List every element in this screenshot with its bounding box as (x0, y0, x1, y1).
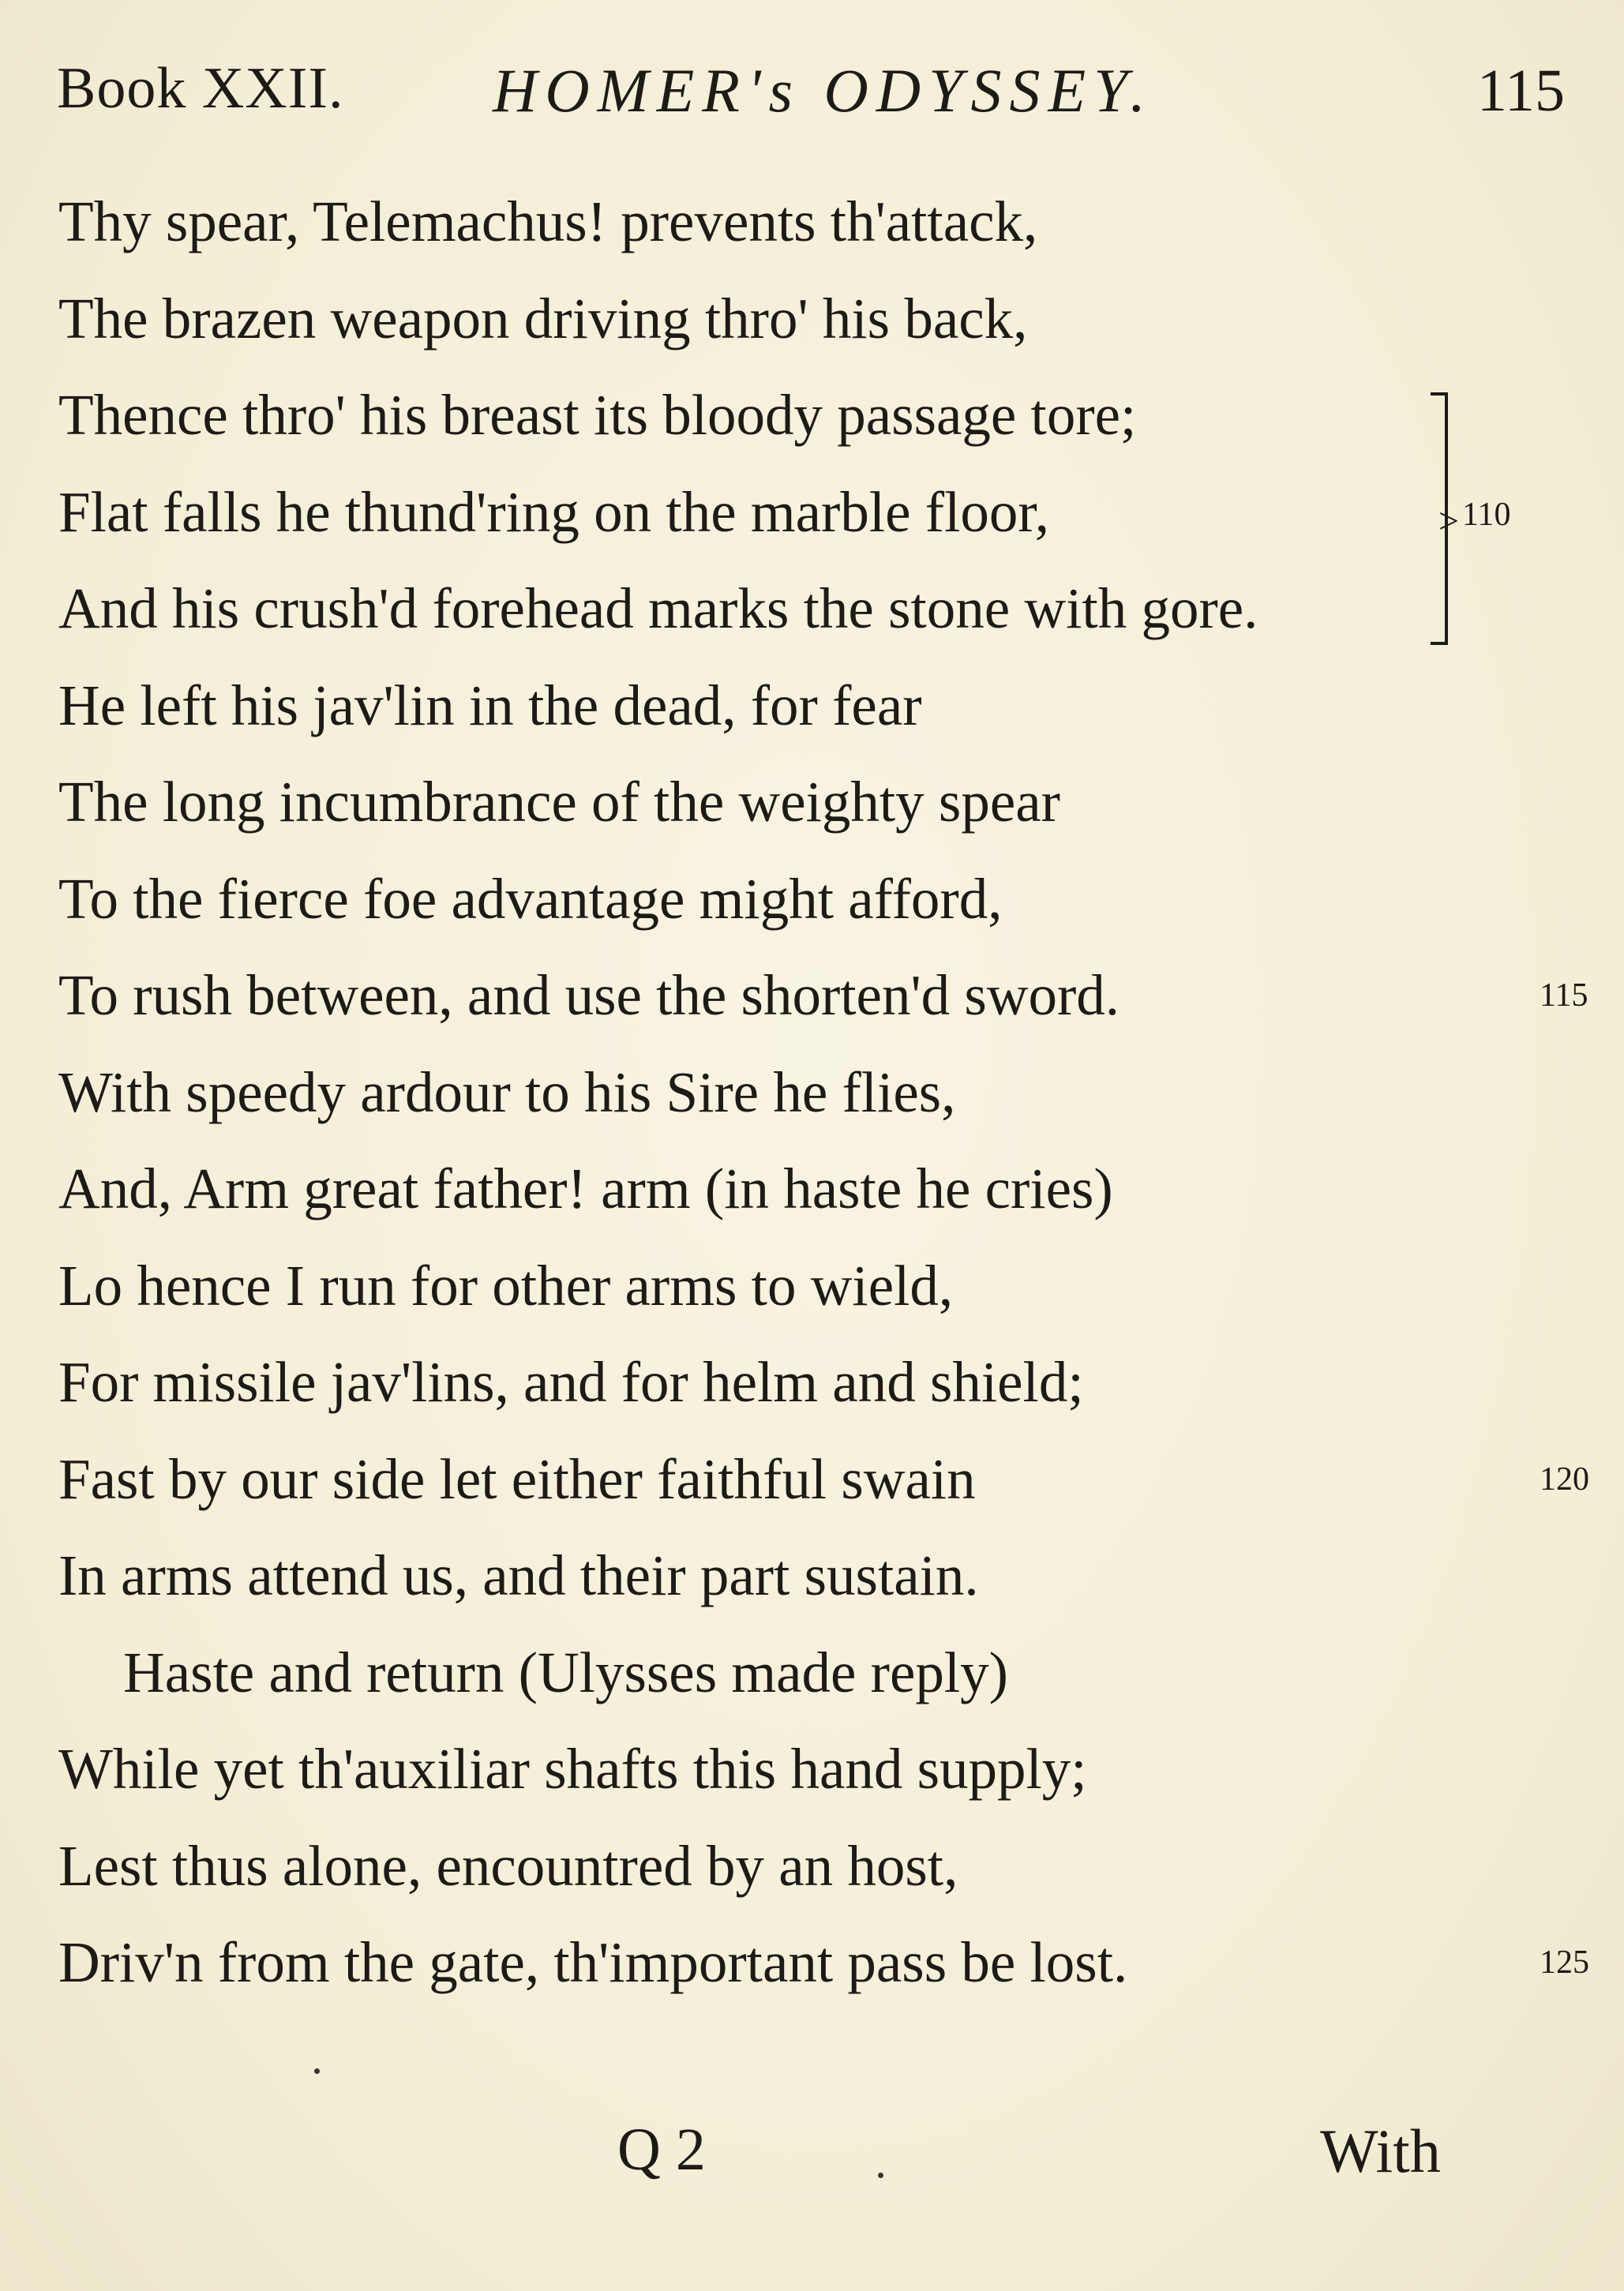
verse-line: Fast by our side let either faithful swain 120 (58, 1431, 1495, 1528)
verse-line: Driv'n from the gate, th'important pass be lost. 125 (58, 1914, 1495, 2012)
verse-line: Lo hence I run for other arms to wield, (58, 1253, 954, 1318)
line-number: 120 (1540, 1460, 1589, 1498)
verse-line: In arms attend us, and their part sustain. (58, 1543, 979, 1607)
verse-line: Thy spear, Telemachus! prevents th'attack, (58, 189, 1038, 253)
bracket-point-icon: > (1438, 501, 1459, 541)
verse-line: And his crush'd forehead marks the stone with gore. (58, 576, 1258, 640)
verse-line: And, Arm great father! arm (in haste he cries) (58, 1157, 1113, 1220)
ink-speck (314, 2068, 320, 2074)
verse-line: The brazen weapon driving thro' his back, (58, 286, 1028, 351)
catchword: With (1320, 2117, 1441, 2185)
verse-line: The long incumbrance of the weighty spear (58, 770, 1060, 834)
running-title: HOMER's ODYSSEY. (493, 56, 1153, 125)
verse-line: Thence thro' his breast its bloody passage tore; (58, 383, 1137, 447)
line-number: 125 (1540, 1944, 1589, 1981)
verse-line: To rush between, and use the shorten'd sword. 115 (58, 947, 1495, 1044)
verse-line: With speedy ardour to his Sire he flies, (58, 1059, 956, 1124)
running-header (57, 47, 1565, 134)
verse-line: Lest thus alone, encountred by an host, (58, 1833, 958, 1898)
book-label: Book XXII. (57, 56, 344, 121)
verse-line: To the fierce foe advantage might afford, (58, 866, 1003, 931)
verse-line: Flat falls he thund'ring on the marble floor, (58, 479, 1050, 544)
signature-mark: Q 2 (617, 2117, 706, 2183)
bracket-line-number: 110 (1462, 497, 1511, 533)
page-number: 115 (1476, 58, 1565, 124)
verse-line: For missile jav'lins, and for helm and shield; (58, 1350, 1084, 1414)
verse-block (58, 174, 1589, 2012)
line-number: 115 (1540, 977, 1588, 1014)
verse-line: He left his jav'lin in the dead, for fear (58, 673, 922, 737)
ink-speck (878, 2173, 883, 2178)
verse-line: While yet th'auxiliar shafts this hand supply; (58, 1737, 1087, 1801)
verse-line: Haste and return (Ulysses made reply) (123, 1640, 1008, 1704)
